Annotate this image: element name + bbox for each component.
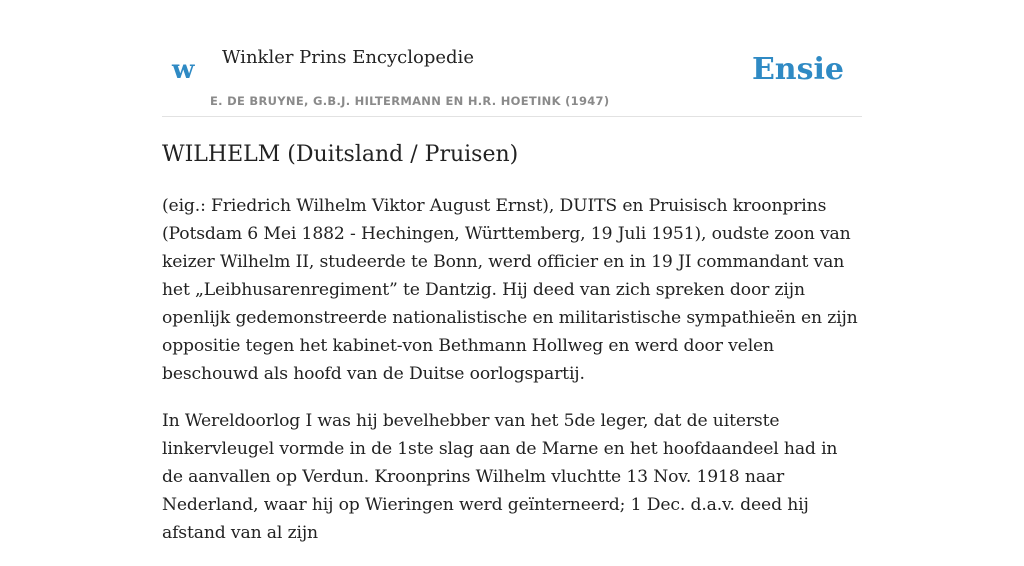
article-paragraph-1: (eig.: Friedrich Wilhelm Viktor August Ernst), DUITS en Pruisisch kroonprins (Potsdam 6 Mei 1882 - Hechingen, Württemberg, 19 Juli 1951), oudste zoon van keizer Wilhelm II, studeerde te Bonn, werd officier en in 19 JI commandant van het „Leibhusarenregiment” te Dantzig. Hij deed van zich spreken door zijn openlijk gedemonstreerde nationalistische en militaristische sympathieën en zijn oppositie tegen het kabinet-von Bethmann Hollweg en werd door velen beschouwd als hoofd van de Duitse oorlogspartij. (162, 196, 858, 384)
brand-logo[interactable]: Ensie (751, 52, 844, 87)
article-paragraph-2: In Wereldoorlog I was hij bevelhebber van het 5de leger, dat de uiterste linkervleugel vormde in de 1ste slag aan de Marne en het hoofdaandeel had in de aanvallen op Verdun. Kroonprins Wilhelm vluchtte 13 Nov. 1918 naar Nederland, waar hij op Wieringen werd geïnterneerd; 1 Dec. d.a.v. deed hij afstand van al zijn (162, 411, 838, 543)
site-header (162, 40, 862, 117)
authors-line: E. DE BRUYNE, G.B.J. HILTERMANN EN H.R. HOETINK (1947) (210, 94, 610, 108)
page-title: WILHELM (Duitsland / Pruisen) (162, 142, 519, 167)
logo-icon[interactable]: w (172, 55, 195, 85)
article-body (162, 192, 862, 566)
site-title[interactable]: Winkler Prins Encyclopedie (222, 47, 474, 68)
